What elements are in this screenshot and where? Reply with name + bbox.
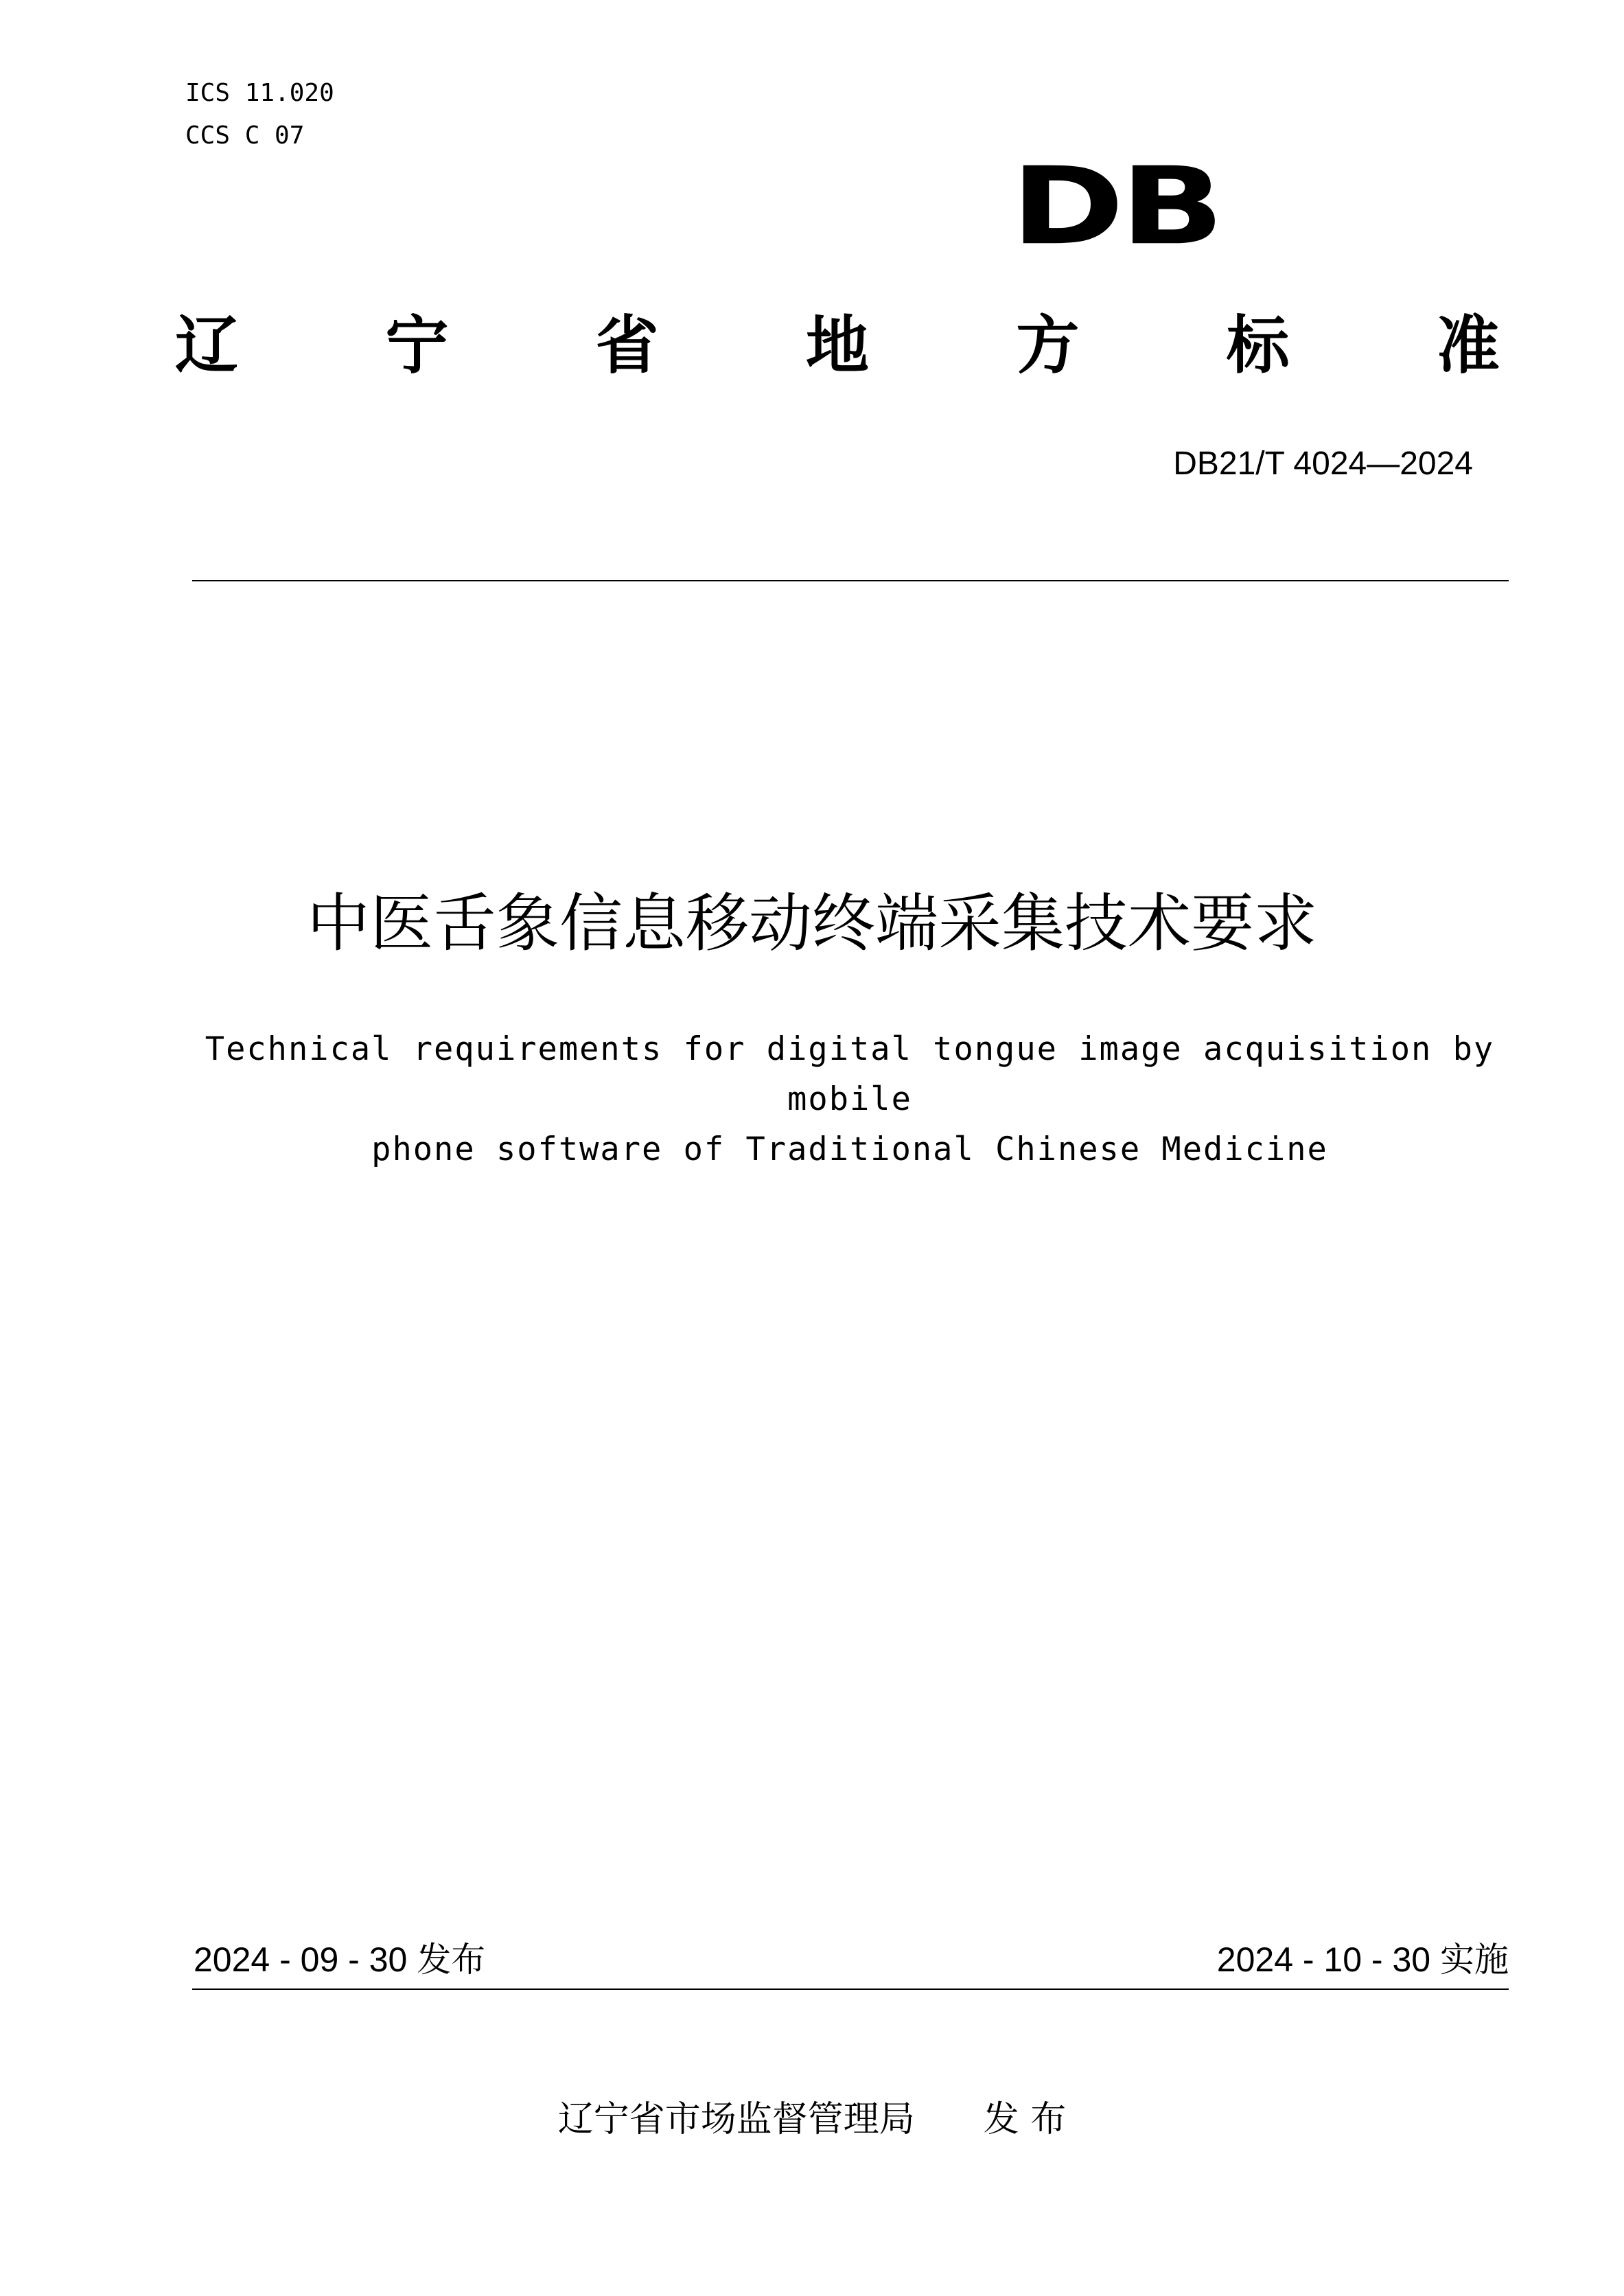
issuer-name: 辽宁省市场监督管理局 xyxy=(557,2099,915,2140)
bottom-divider xyxy=(192,1988,1509,1990)
standard-type-char: 辽 xyxy=(175,309,239,382)
standard-number: DB21/T 4024—2024 xyxy=(1173,445,1473,482)
standard-type-char: 地 xyxy=(805,309,869,382)
publish-date: 2024 - 09 - 30 发布 xyxy=(194,1940,486,1979)
english-title-line: phone software of Traditional Chinese Medicine xyxy=(371,1130,1328,1168)
ics-classification: ICS 11.020 xyxy=(185,79,334,107)
implementation-date: 2024 - 10 - 30 实施 xyxy=(1216,1940,1509,1979)
chinese-title: 中医舌象信息移动终端采集技术要求 xyxy=(306,887,1317,960)
standard-type-heading xyxy=(175,309,1500,382)
db-logo: DB xyxy=(1010,143,1220,269)
english-title xyxy=(185,1024,1514,1174)
standard-type-char: 标 xyxy=(1226,309,1290,382)
issuing-authority xyxy=(0,2099,1624,2140)
standard-type-char: 省 xyxy=(595,309,659,382)
standard-type-char: 宁 xyxy=(385,309,449,382)
ccs-classification: CCS C 07 xyxy=(185,121,305,150)
standard-type-char: 准 xyxy=(1436,309,1500,382)
standard-type-char: 方 xyxy=(1016,309,1080,382)
english-title-line: Technical requirements for digital tongue image acquisition by mobile xyxy=(205,1030,1495,1118)
issue-action: 发 布 xyxy=(983,2099,1067,2140)
top-divider xyxy=(192,580,1509,581)
